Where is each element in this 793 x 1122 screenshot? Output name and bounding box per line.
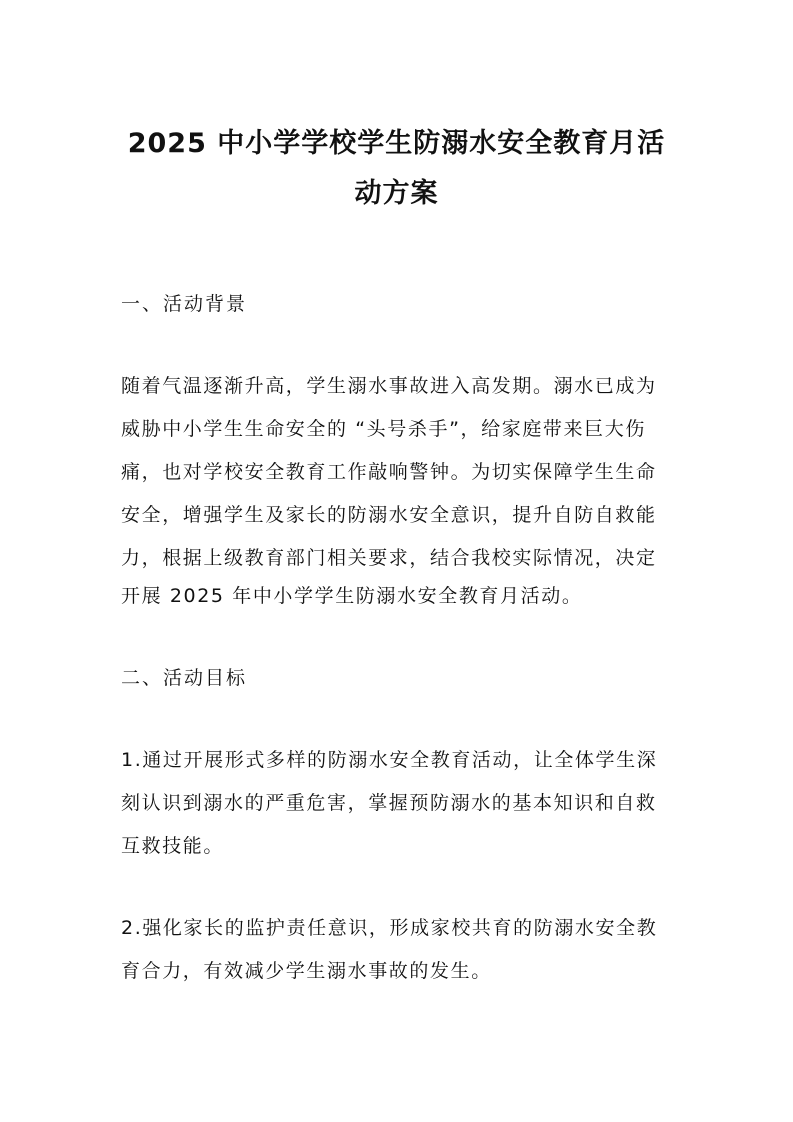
section-heading-goals: 二、活动目标 [121,667,248,689]
paragraph-line: 开展 2025 年中小学学生防溺水安全教育月活动。 [121,585,583,607]
paragraph-line: 威胁中小学生生命安全的 “头号杀手”，给家庭带来巨大伤 [121,418,646,440]
document-title-line-2: 动方案 [354,178,439,209]
paragraph-line: 力，根据上级教育部门相关要求，结合我校实际情况，决定 [121,547,657,569]
paragraph-line: 互救技能。 [121,835,225,857]
document-title-line-1: 2025 中小学学校学生防溺水安全教育月活 [127,128,666,159]
paragraph-line: 1.通过开展形式多样的防溺水安全教育活动，让全体学生深 [121,749,658,771]
paragraph-line: 安全，增强学生及家长的防溺水安全意识，提升自防自救能 [121,504,657,526]
paragraph-line: 随着气温逐渐升高，学生溺水事故进入高发期。溺水已成为 [121,375,657,397]
paragraph-line: 刻认识到溺水的严重危害，掌握预防溺水的基本知识和自救 [121,792,657,814]
paragraph-line: 痛，也对学校安全教育工作敲响警钟。为切实保障学生生命 [121,461,657,483]
paragraph-line: 育合力，有效减少学生溺水事故的发生。 [121,960,492,982]
paragraph-line: 2.强化家长的监护责任意识，形成家校共育的防溺水安全教 [121,917,658,939]
section-heading-background: 一、活动背景 [121,293,248,315]
